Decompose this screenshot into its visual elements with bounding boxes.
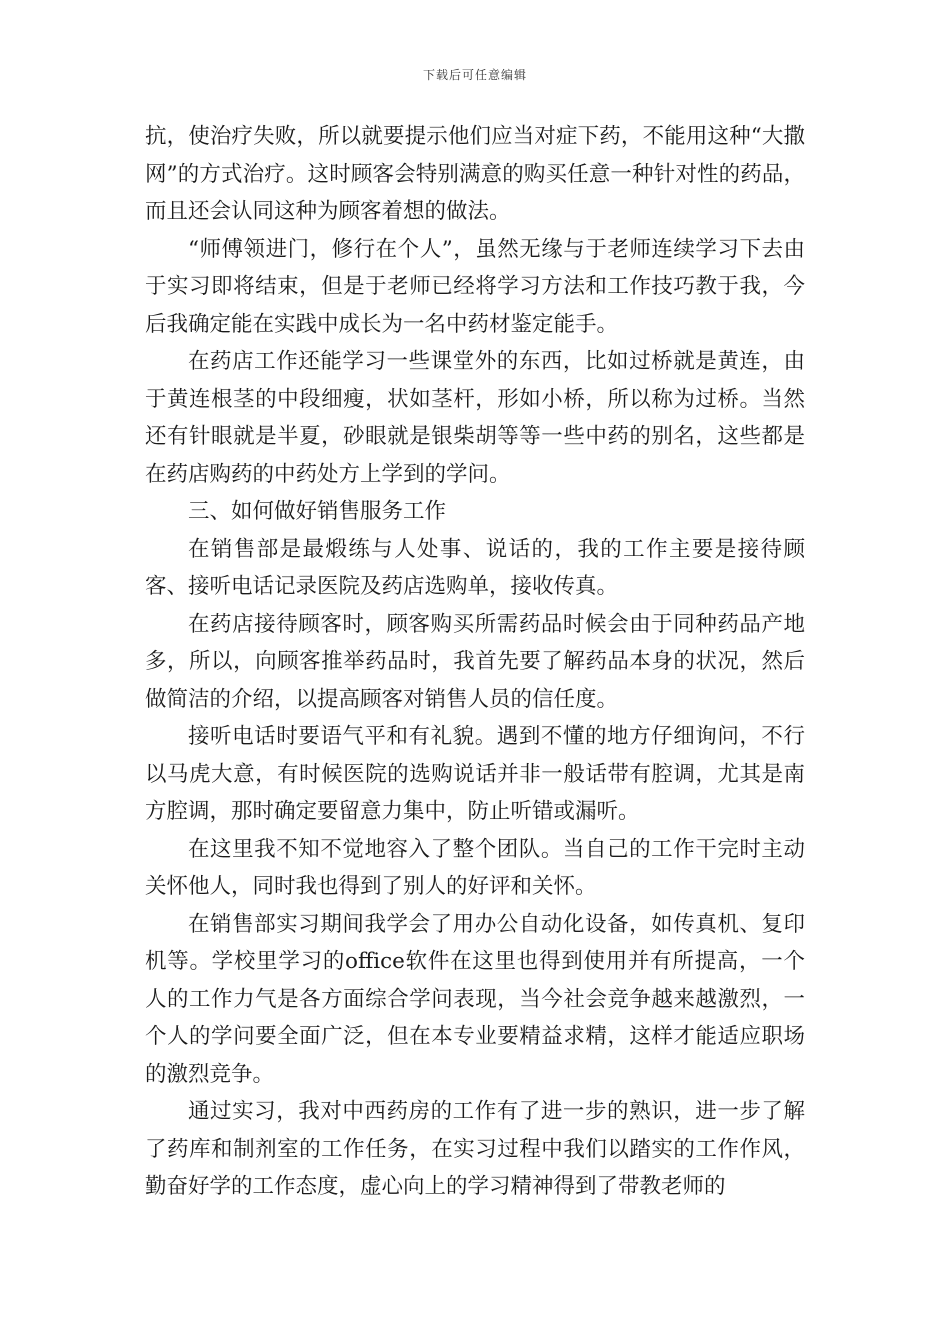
paragraph: 接听电话时要语气平和有礼貌。遇到不懂的地方仔细询问，不行以马虎大意，有时候医院的选购说话并非一般话带有腔调，尤其是南方腔调，那时确定要留意力集中，防止听错或漏听。: [145, 724, 805, 824]
page-header: 下载后可任意编辑: [422, 68, 527, 82]
paragraph: 在药店接待顾客时，顾客购买所需药品时候会由于同种药品产地多，所以，向顾客推举药品时，我首先要了解药品本身的状况，然后做简洁的介绍，以提高顾客对销售人员的信任度。: [145, 611, 805, 712]
paragraph: 在这里我不知不觉地容入了整个团队。当自己的工作干完时主动关怀他人，同时我也得到了别人的好评和关怀。: [145, 836, 805, 899]
paragraph: 在销售部实习期间我学会了用办公自动化设备，如传真机、复印机等。学校里学习的office软件在这里也得到使用并有所提高，一个人的工作力气是各方面综合学问表现，当今社会竞争越来越激烈，一个人的学问要全面广泛，但在本专业要精益求精，这样才能适应职场的激烈竞争。: [145, 911, 805, 1087]
paragraph: 通过实习，我对中西药房的工作有了进一步的熟识，进一步了解了药库和制剂室的工作任务，在实习过程中我们以踏实的工作作风，勤奋好学的工作态度，虚心向上的学习精神得到了带教老师的: [145, 1099, 805, 1199]
paragraph: 在销售部是最煅练与人处事、说话的，我的工作主要是接待顾客、接听电话记录医院及药店选购单，接收传真。: [145, 536, 805, 599]
document-body: [145, 118, 805, 1206]
paragraph: 在药店工作还能学习一些课堂外的东西，比如过桥就是黄连，由于黄连根茎的中段细瘦，状如茎杆，形如小桥，所以称为过桥。当然还有针眼就是半夏，砂眼就是银柴胡等等一些中药的别名，这些都是在药店购药的中药处方上学到的学问。: [145, 349, 805, 487]
section-heading: 三、如何做好销售服务工作: [188, 499, 447, 524]
paragraph: 抗，使治疗失败，所以就要提示他们应当对症下药，不能用这种“大撒网”的方式治疗。这时顾客会特别满意的购买任意一种针对性的药品，而且还会认同这种为顾客着想的做法。: [145, 124, 805, 224]
paragraph: “师傅领进门，修行在个人”，虽然无缘与于老师连续学习下去由于实习即将结束，但是于老师已经将学习方法和工作技巧教于我，今后我确定能在实践中成长为一名中药材鉴定能手。: [145, 236, 805, 337]
